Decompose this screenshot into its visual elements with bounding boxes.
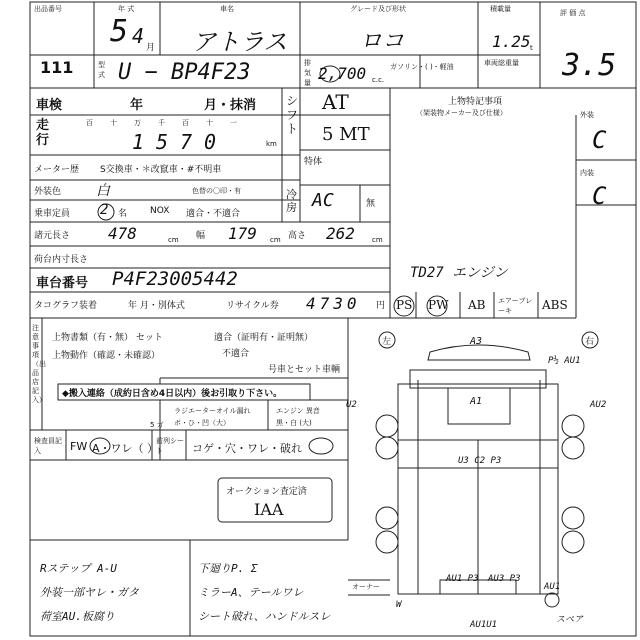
diagram-w: W [396,600,402,610]
diagram-spare: スペア [556,615,584,625]
diagram-a1: A1 [470,396,483,407]
mileage-unit-3: 千 [158,119,165,127]
interior-value: C [592,182,607,210]
color-value: 白 [96,183,110,199]
notes-five-mark: 5 ガ [150,421,164,429]
mileage-unit-5: 十 [206,119,213,127]
year-value: 5 [110,14,129,49]
displacement-unit: c.c. [372,76,385,84]
finding-l1: Rステップ A-U [40,562,117,575]
finding-r1: 下廻りP. Σ [198,562,258,575]
month-value: 4 [132,24,145,48]
model-label: 型式 [98,61,105,79]
mileage-digit-5: 0 [204,130,217,154]
width-label: 幅 [196,231,206,241]
load-label: 積載量 [490,5,511,13]
capacity-value: 2 [100,202,109,218]
score-label: 評 価 点 [560,9,586,17]
interior-label: 内装 [580,169,594,177]
grade-label: グレード及び形状 [350,5,406,13]
mileage-digit-3: 5 [156,130,169,154]
diagram-bottom: AU1U1 [470,620,498,630]
height-cm: cm [372,236,383,244]
finding-r2: ミラーA、テールワレ [198,586,304,599]
diagram-left-mark: 左 [382,337,392,347]
gvw-label: 車両総重量 [484,59,519,67]
diagram-rear-left: AU1 P3 [446,574,479,584]
shaken-label: 車検 [36,98,63,113]
mileage-digit-4: 7 [180,130,193,154]
notes-motion: 上物動作（確認・未確認） [52,351,161,361]
chassis-label: 車台番号 [36,276,89,291]
grade-value: ロコ [360,29,405,54]
notes-radiator: ラジエーターオイル漏れ [174,407,251,415]
year-label: 年 式 [118,5,135,13]
mileage-digit-2: 1 [132,130,145,154]
exterior-label: 外装 [580,111,594,119]
mileage-unit-2: 万 [134,119,141,127]
width-value: 179 [228,224,257,243]
diagram-front-right: P½ AU1 [548,356,581,366]
shift-at: AT [322,90,349,114]
score-value: 3.5 [562,48,617,83]
diagram-mid: U3 C2 P3 [458,456,502,466]
equip-ps: PS [396,298,413,312]
stamp-title: オークション査定済 [226,487,307,497]
notes-side-label: 注意事項（出品店記入） [32,324,46,404]
shaken-month: 月・抹消 [204,98,257,113]
length-label: 諸元長さ [34,231,71,241]
length-cm: cm [168,236,179,244]
displacement-value: 2,700 [318,64,367,83]
notes-radiator-val: ボ・ひ・凹（大） [174,419,230,427]
recycle-value: 4730 [306,294,361,313]
notes-set-car: 号車とセット車輌 [268,365,341,375]
load-value: 1.25 [492,32,531,51]
meter-options: S交換車・＊改竄車・#不明車 [100,165,222,175]
car-name: アトラス [192,28,288,56]
special-label: 特体 [304,157,323,167]
equip-airbrake: エアーブレーキ [498,297,533,315]
notes-engine-val: 黒・白 (大) [276,419,312,427]
fuel-options: ガソリン・( )・軽油 [390,63,454,71]
notes-check-label: 検査員記入 [34,437,62,455]
finding-r3: シート破れ、ハンドルスレ [198,610,331,623]
model-value: U − BP4F23 [118,60,251,85]
notes-fw-value: A・ワレ（ ） [92,442,159,455]
equip-abs: ABS [542,298,568,312]
notes-seat-label: 前列シート [156,437,184,455]
shift-label: シフト [286,94,299,136]
notes-warning: ◆搬入連絡（成約日含め4日以内）後お引取り下さい。 [62,389,283,399]
notes-fw: FW [70,440,88,453]
car-name-label: 車名 [220,5,234,13]
height-value: 262 [326,224,355,243]
notes-docs: 上物書類（有・無） セット [52,333,163,343]
stamp-logo: IAA [254,500,284,519]
length-value: 478 [108,224,137,243]
mileage-unit-1: 十 [110,119,117,127]
month-unit: 月 [146,43,156,53]
tachograph-label: タコグラフ装着 [34,301,98,311]
diagram-top: A3 [470,336,483,347]
color-change: 色替の〇印・有 [192,187,241,195]
capacity-unit: 名 [118,209,128,219]
remarks-sub: （架装物メーカー及び仕様） [416,109,507,117]
owner-label: オーナー [352,583,380,591]
height-label: 高さ [288,231,307,241]
exterior-value: C [592,126,607,154]
lot-number: 111 [40,58,74,77]
recycle-options: 年 月・別体式 [128,301,185,311]
finding-l2: 外装一部ヤレ・ガタ [40,586,139,599]
remarks-label: 上物特記事項 [448,97,503,107]
notes-docs-opt: 適合（証明有・証明無） [214,333,314,343]
mileage-unit-0: 百 [86,119,93,127]
mileage-unit-4: 百 [182,119,189,127]
chassis-value: P4F23005442 [112,268,238,290]
km-unit: km [266,140,277,148]
mileage-unit-6: 一 [230,119,237,127]
shift-mt: 5 MT [322,124,370,145]
finding-l3: 荷室AU.板腐り [40,610,115,623]
equip-pw: PW [428,298,449,312]
aircon-label: 冷房 [286,188,297,214]
mileage-label: 走行 [36,118,50,148]
notes-engine: エンジン 異音 [276,407,320,415]
cargo-label: 荷台内寸長さ [34,255,89,265]
load-unit: t [530,44,533,52]
diagram-au2: AU2 [590,400,607,410]
notes-seat-value: コゲ・穴・ワレ・破れ [192,442,302,455]
shaken-year: 年 [130,98,144,113]
diagram-u2: U2 [346,400,357,410]
width-cm: cm [270,236,281,244]
remarks-note: TD27 エンジン [410,265,508,281]
capacity-label: 乗車定員 [34,209,71,219]
notes-docs-opt2: 不適合 [222,349,250,359]
diagram-au1: AU1 [544,582,561,592]
meter-label: メーター歴 [34,165,80,175]
lot-label: 出品番号 [34,5,62,13]
diagram-right-mark: 右 [585,337,595,347]
aircon-none: 無 [366,199,376,209]
recycle-label: リサイクル券 [226,301,279,311]
aircon-value: AC [312,190,334,211]
nox-label: NOX [150,206,170,216]
recycle-unit: 円 [376,301,386,311]
displacement-label: 排気量 [304,59,311,87]
equip-ab: AB [468,298,486,312]
color-label: 外装色 [34,187,62,197]
nox-value: 適合・不適合 [186,209,241,219]
diagram-rear-right: AU3 P3 [488,574,521,584]
